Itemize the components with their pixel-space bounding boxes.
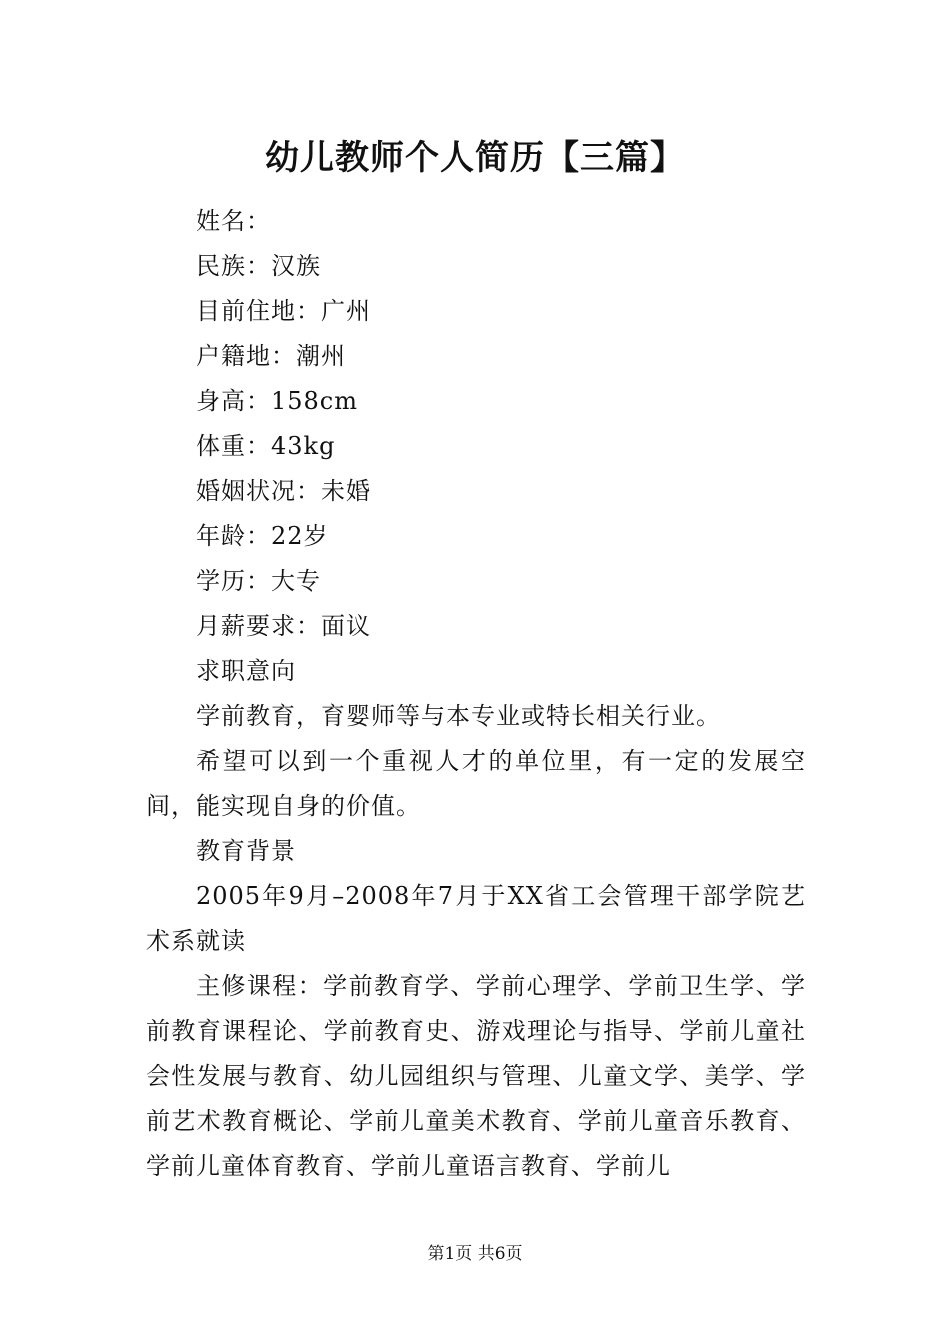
field-age: 年龄：22岁 — [196, 522, 329, 550]
field-name: 姓名： — [196, 207, 271, 235]
field-ethnicity: 民族：汉族 — [196, 252, 321, 280]
section-heading-education: 教育背景 — [196, 837, 296, 865]
job-hope-text: 希望可以到一个重视人才的单位里，有一定的发展空间，能实现自身的价值。 — [146, 747, 806, 820]
field-hometown: 户籍地：潮州 — [196, 342, 346, 370]
field-weight: 体重：43kg — [196, 432, 336, 460]
page-footer: 第1页 共6页 — [427, 1244, 523, 1264]
field-education: 学历：大专 — [196, 567, 321, 595]
job-intention-text: 学前教育，育婴师等与本专业或特长相关行业。 — [196, 702, 721, 730]
education-period-text: 2005年9月–2008年7月于XX省工会管理干部学院艺术系就读 — [146, 882, 806, 955]
field-salary: 月薪要求：面议 — [196, 612, 371, 640]
field-residence: 目前住地：广州 — [196, 297, 371, 325]
courses-text: 主修课程：学前教育学、学前心理学、学前卫生学、学前教育课程论、学前教育史、游戏理论与指导、学前儿童社会性发展与教育、幼儿园组织与管理、儿童文学、美学、学前艺术教育概论、学前儿童美术教育、学前儿童音乐教育、学前儿童体育教育、学前儿童语言教育、学前儿 — [146, 972, 806, 1180]
document-title: 幼儿教师个人简历【三篇】 — [265, 138, 685, 178]
field-height: 身高：158cm — [196, 387, 359, 415]
document-body — [146, 199, 806, 1189]
field-marital-status: 婚姻状况：未婚 — [196, 477, 371, 505]
section-heading-job-intention: 求职意向 — [196, 657, 296, 685]
